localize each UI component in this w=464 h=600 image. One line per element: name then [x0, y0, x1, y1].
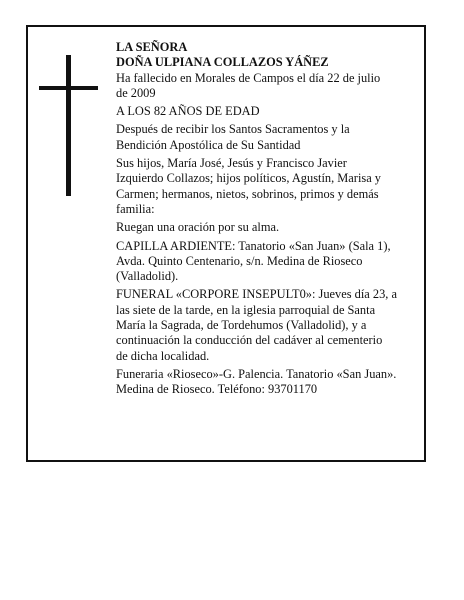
paragraph-line: Funeraria «Rioseco»-G. Palencia. Tanatorio «San Juan». — [116, 366, 397, 381]
paragraph-age — [116, 104, 426, 119]
death-notice-frame — [26, 25, 426, 462]
paragraph-line: Medina de Rioseco. Teléfono: 93701170 — [116, 382, 318, 397]
heading-line-name: DOÑA ULPIANA COLLAZOS YÁÑEZ — [116, 55, 329, 70]
cross-horizontal-bar — [39, 86, 98, 90]
paragraph-line: Avda. Quinto Centenario, s/n. Medina de Rioseco — [116, 253, 363, 268]
paragraph-line: de dicha localidad. — [116, 348, 210, 363]
paragraph-line: Ruegan una oración por su alma. — [116, 220, 280, 235]
paragraph-line: Bendición Apostólica de Su Santidad — [116, 137, 301, 152]
paragraph-line: de 2009 — [116, 85, 156, 100]
paragraph-line: Ha fallecido en Morales de Campos el día 22 de julio — [116, 70, 381, 85]
paragraph-chapel — [116, 239, 426, 285]
paragraph-line: A LOS 82 AÑOS DE EDAD — [116, 104, 260, 119]
paragraph-line: Sus hijos, María José, Jesús y Francisco Javier — [116, 156, 347, 171]
paragraph-line: Carmen; hermanos, nietos, sobrinos, primos y demás — [116, 186, 379, 201]
heading-line-title: LA SEÑORA — [116, 40, 188, 54]
paragraph-line: Izquierdo Collazos; hijos políticos, Agustín, Marisa y — [116, 171, 381, 186]
paragraph-family — [116, 156, 426, 217]
paragraph-funeral — [116, 287, 426, 363]
paragraph-line: CAPILLA ARDIENTE: Tanatorio «San Juan» (Sala 1), — [116, 238, 391, 253]
paragraph-prayer — [116, 220, 426, 235]
cross-vertical-bar — [66, 55, 71, 196]
paragraph-line: FUNERAL «CORPORE INSEPULT0»: Jueves día 23, a — [116, 287, 397, 302]
paragraph-line: (Valladolid). — [116, 269, 179, 284]
paragraph-funeral-home — [116, 367, 426, 398]
paragraph-line: Después de recibir los Santos Sacramentos y la — [116, 122, 350, 137]
paragraph-death-date — [116, 71, 426, 102]
paragraph-line: familia: — [116, 201, 155, 216]
paragraph-line: continuación la conducción del cadáver al cementerio — [116, 333, 383, 348]
paragraph-line: las siete de la tarde, en la iglesia parroquial de Santa — [116, 302, 376, 317]
paragraph-sacraments — [116, 122, 426, 153]
notice-heading — [116, 40, 426, 71]
paragraph-line: María la Sagrada, de Tordehumos (Valladolid), y a — [116, 318, 367, 333]
notice-text — [116, 40, 426, 398]
